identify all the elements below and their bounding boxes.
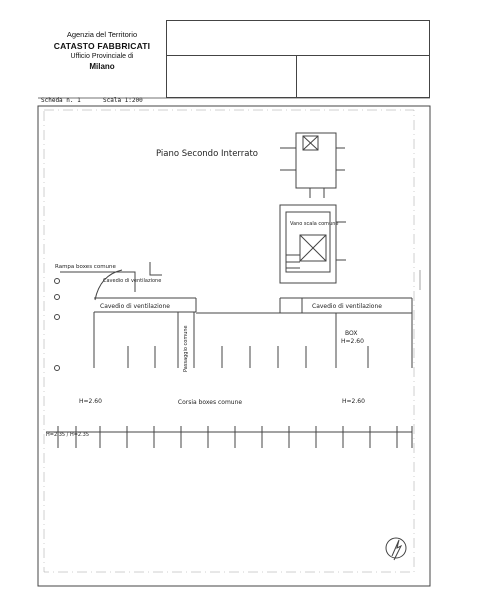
corridor-label: Corsia boxes comune: [177, 399, 243, 406]
box-height-label: H=2.60: [341, 338, 364, 345]
agency-name: Agenzia del Territorio: [66, 30, 138, 39]
height-left-label: H=2.60: [79, 398, 102, 405]
passaggio-label: Passaggio comune: [183, 325, 189, 372]
ramp-label: Rampa boxes comune: [55, 264, 116, 270]
stair-label: Vano scala comune: [290, 221, 339, 227]
scheda-scale: Scala 1:200: [103, 97, 143, 104]
height-right-label: H=2.60: [342, 398, 365, 405]
cavedio-main-label: Cavedio di ventilazione: [100, 303, 170, 310]
cavedio-right-label: Cavedio di ventilazione: [312, 303, 382, 310]
city-name: Milano: [89, 62, 115, 71]
floor-title: Piano Secondo Interrato: [155, 149, 259, 159]
stair-block-middle: [280, 205, 346, 283]
box-row-upper: [94, 312, 412, 368]
drawing-frame: [38, 106, 430, 586]
dims-left-label: H=2.35 / H=2.35: [46, 432, 90, 438]
catasto-title: CATASTO FABBRICATI: [53, 41, 151, 51]
north-arrow-icon: [386, 538, 406, 560]
box-label: BOX: [345, 330, 358, 337]
box-row-lower: [46, 426, 412, 448]
stair-block-top: [280, 133, 345, 198]
ufficio-label: Ufficio Provinciale di: [70, 53, 134, 60]
scheda-number: Scheda n. 1: [41, 97, 81, 104]
cavedio-left-label: Cavedio di ventilazione: [103, 278, 162, 284]
